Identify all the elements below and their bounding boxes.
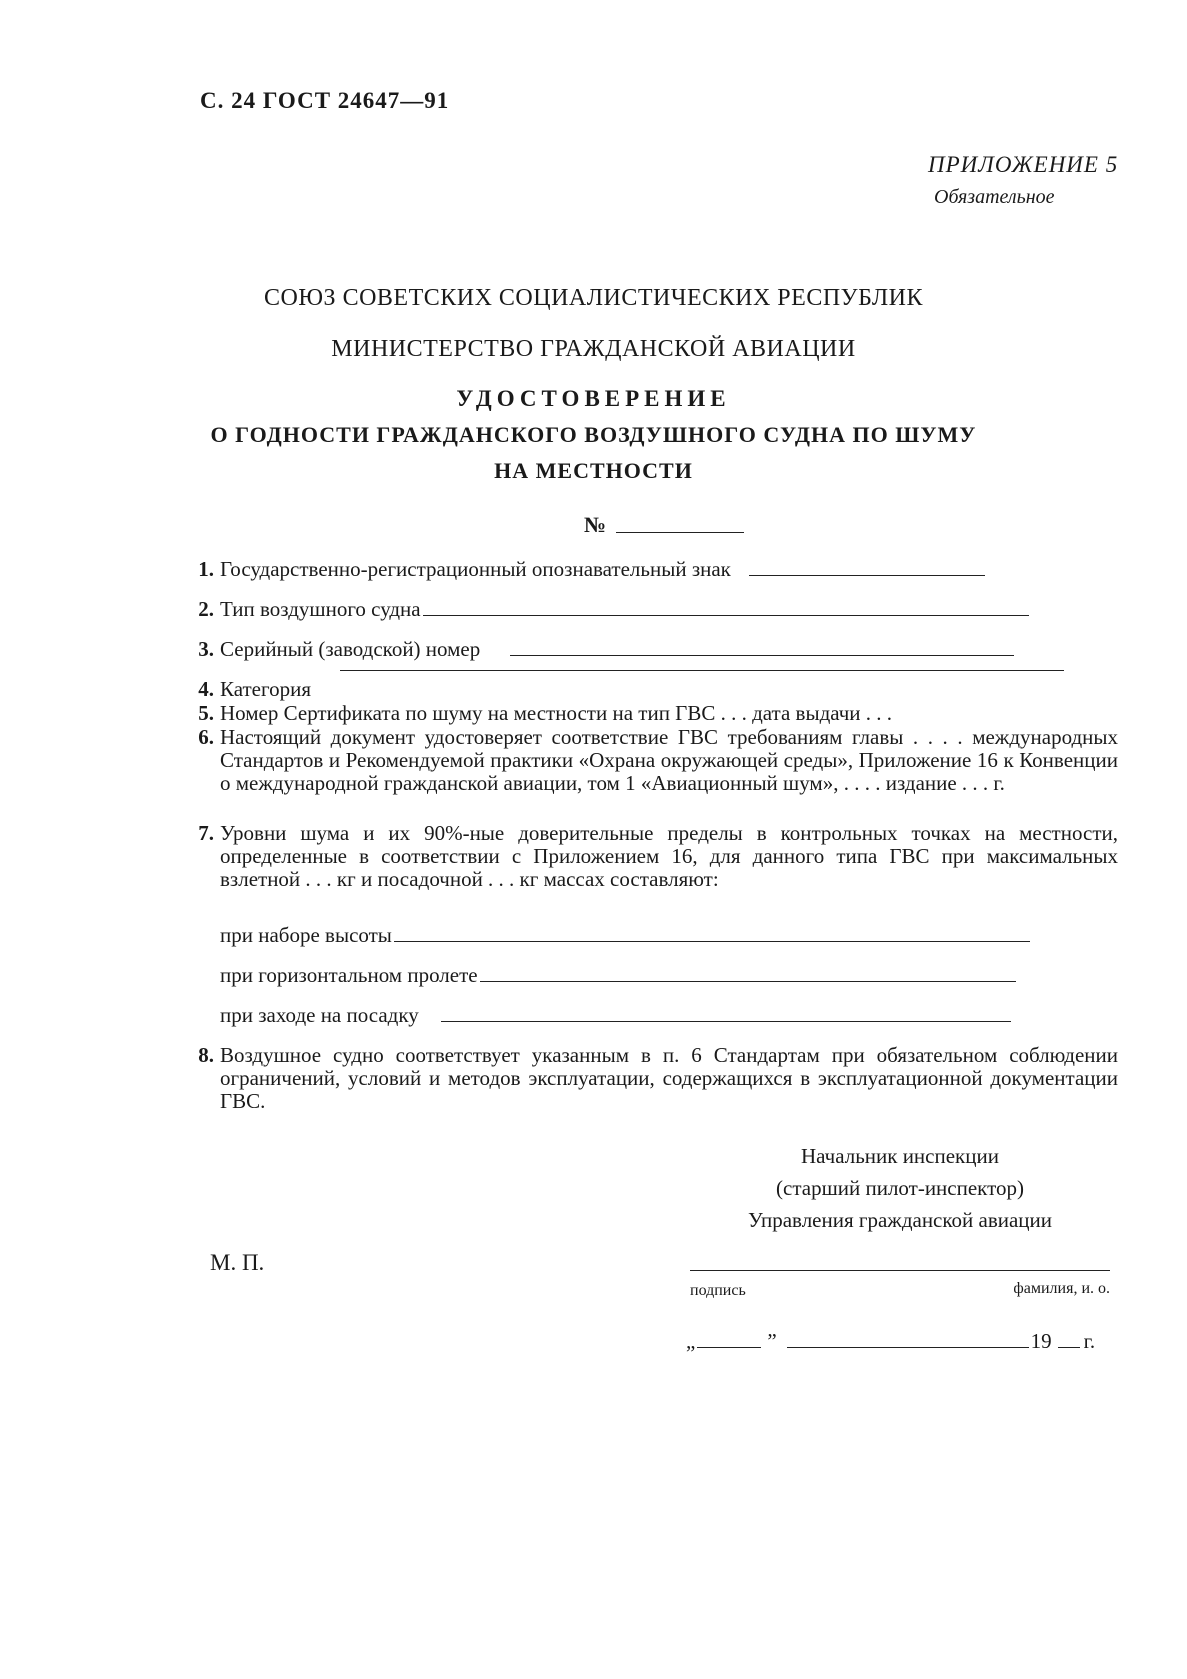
item-number: 8.: [198, 1043, 214, 1067]
field-serial-number: [188, 636, 1014, 662]
item-text: Уровни шума и их 90%-ные доверительные пределы в контрольных точках на местности, определенные в соответствии с Приложением 16, для данного типа ГВС при максимальных взлетной . . . кг и посадочной . . . кг массах составляют:: [220, 821, 1118, 891]
union-heading: СОЮЗ СОВЕТСКИХ СОЦИАЛИСТИЧЕСКИХ РЕСПУБЛИК: [264, 285, 923, 311]
certificate-title: УДОСТОВЕРЕНИЕ: [456, 386, 731, 411]
aircraft-type-blank[interactable]: [423, 614, 1029, 616]
field-label: Тип воздушного судна: [220, 597, 421, 621]
item-number: 6.: [198, 725, 214, 749]
climb-blank[interactable]: [394, 940, 1030, 942]
date-year-suffix: г.: [1083, 1329, 1096, 1353]
field-label: при горизонтальном пролете: [220, 963, 478, 987]
signature-label: подпись: [690, 1282, 746, 1299]
field-number: 2.: [198, 597, 214, 621]
date-open-quote: „: [686, 1329, 696, 1353]
signature-title: [690, 1140, 1110, 1236]
item-number: 7.: [198, 821, 214, 845]
field-registration-mark: [188, 556, 985, 582]
category-blank[interactable]: [340, 670, 1064, 671]
field-label: при наборе высоты: [220, 923, 392, 947]
field-number: 4.: [198, 677, 214, 701]
page-header: С. 24 ГОСТ 24647—91: [200, 88, 450, 113]
field-number: 3.: [198, 637, 214, 661]
field-category: [188, 676, 311, 702]
appendix-label: ПРИЛОЖЕНИЕ 5: [928, 152, 1119, 177]
field-label: Серийный (заводской) номер: [220, 637, 481, 661]
field-label: при заходе на посадку: [220, 1003, 419, 1027]
field-aircraft-type: [188, 596, 1029, 622]
serial-number-blank[interactable]: [510, 654, 1014, 656]
item-compliance: [188, 726, 1118, 822]
approach-blank[interactable]: [441, 1020, 1011, 1022]
item-text: Воздушное судно соответствует указанным в п. 6 Стандартам при обязательном соблюдении ограничений, условий и методов эксплуатации, содержащихся в эксплуатационной документации ГВС.: [220, 1043, 1118, 1113]
item-text: Настоящий документ удостоверяет соответствие ГВС требованиям главы . . . . международных Стандартов и Рекомендуемой практики «Охрана окружающей среды», Приложение 16 к Конвенции о международной гражданской авиации, том 1 «Авиационный шум», . . . . издание . . . г.: [220, 725, 1118, 795]
date-day-blank[interactable]: [697, 1346, 761, 1348]
number-sign: №: [584, 512, 607, 537]
field-label: Государственно-регистрационный опознавательный знак: [220, 557, 731, 581]
date-close-quote: ”: [767, 1329, 777, 1353]
certificate-number: [584, 512, 744, 538]
field-climb: [220, 922, 1030, 948]
item-conformity: [188, 1044, 1118, 1116]
signature-line-3: Управления гражданской авиации: [747, 1208, 1053, 1232]
date-year-blank[interactable]: [1058, 1346, 1080, 1348]
appendix-status: Обязательное: [934, 186, 1055, 208]
item-text: Номер Сертификата по шуму на местности на тип ГВС . . . дата выдачи . . .: [220, 701, 893, 725]
field-level-flight: [220, 962, 1016, 988]
date-month-blank[interactable]: [787, 1346, 1029, 1348]
field-number: 1.: [198, 557, 214, 581]
field-label: Категория: [220, 677, 311, 701]
signature-line-1: Начальник инспекции: [801, 1144, 999, 1168]
item-noise-certificate: [188, 700, 892, 726]
certificate-subtitle-2: НА МЕСТНОСТИ: [494, 458, 693, 483]
field-approach: [220, 1002, 1011, 1028]
certificate-subtitle-1: О ГОДНОСТИ ГРАЖДАНСКОГО ВОЗДУШНОГО СУДНА ПО ШУМУ: [210, 422, 977, 447]
date-year-prefix: 19: [1030, 1329, 1052, 1353]
signature-line[interactable]: [690, 1270, 1110, 1271]
certificate-number-blank[interactable]: [616, 531, 744, 533]
item-noise-levels: [188, 822, 1118, 918]
signature-line-2: (старший пилот-инспектор): [776, 1176, 1024, 1200]
level-flight-blank[interactable]: [480, 980, 1016, 982]
name-label: фамилия, и. о.: [1013, 1280, 1110, 1297]
stamp-place: М. П.: [210, 1250, 265, 1275]
item-number: 5.: [198, 701, 214, 725]
date-line: [686, 1328, 1095, 1354]
registration-mark-blank[interactable]: [749, 574, 985, 576]
ministry-heading: МИНИСТЕРСТВО ГРАЖДАНСКОЙ АВИАЦИИ: [331, 336, 856, 362]
